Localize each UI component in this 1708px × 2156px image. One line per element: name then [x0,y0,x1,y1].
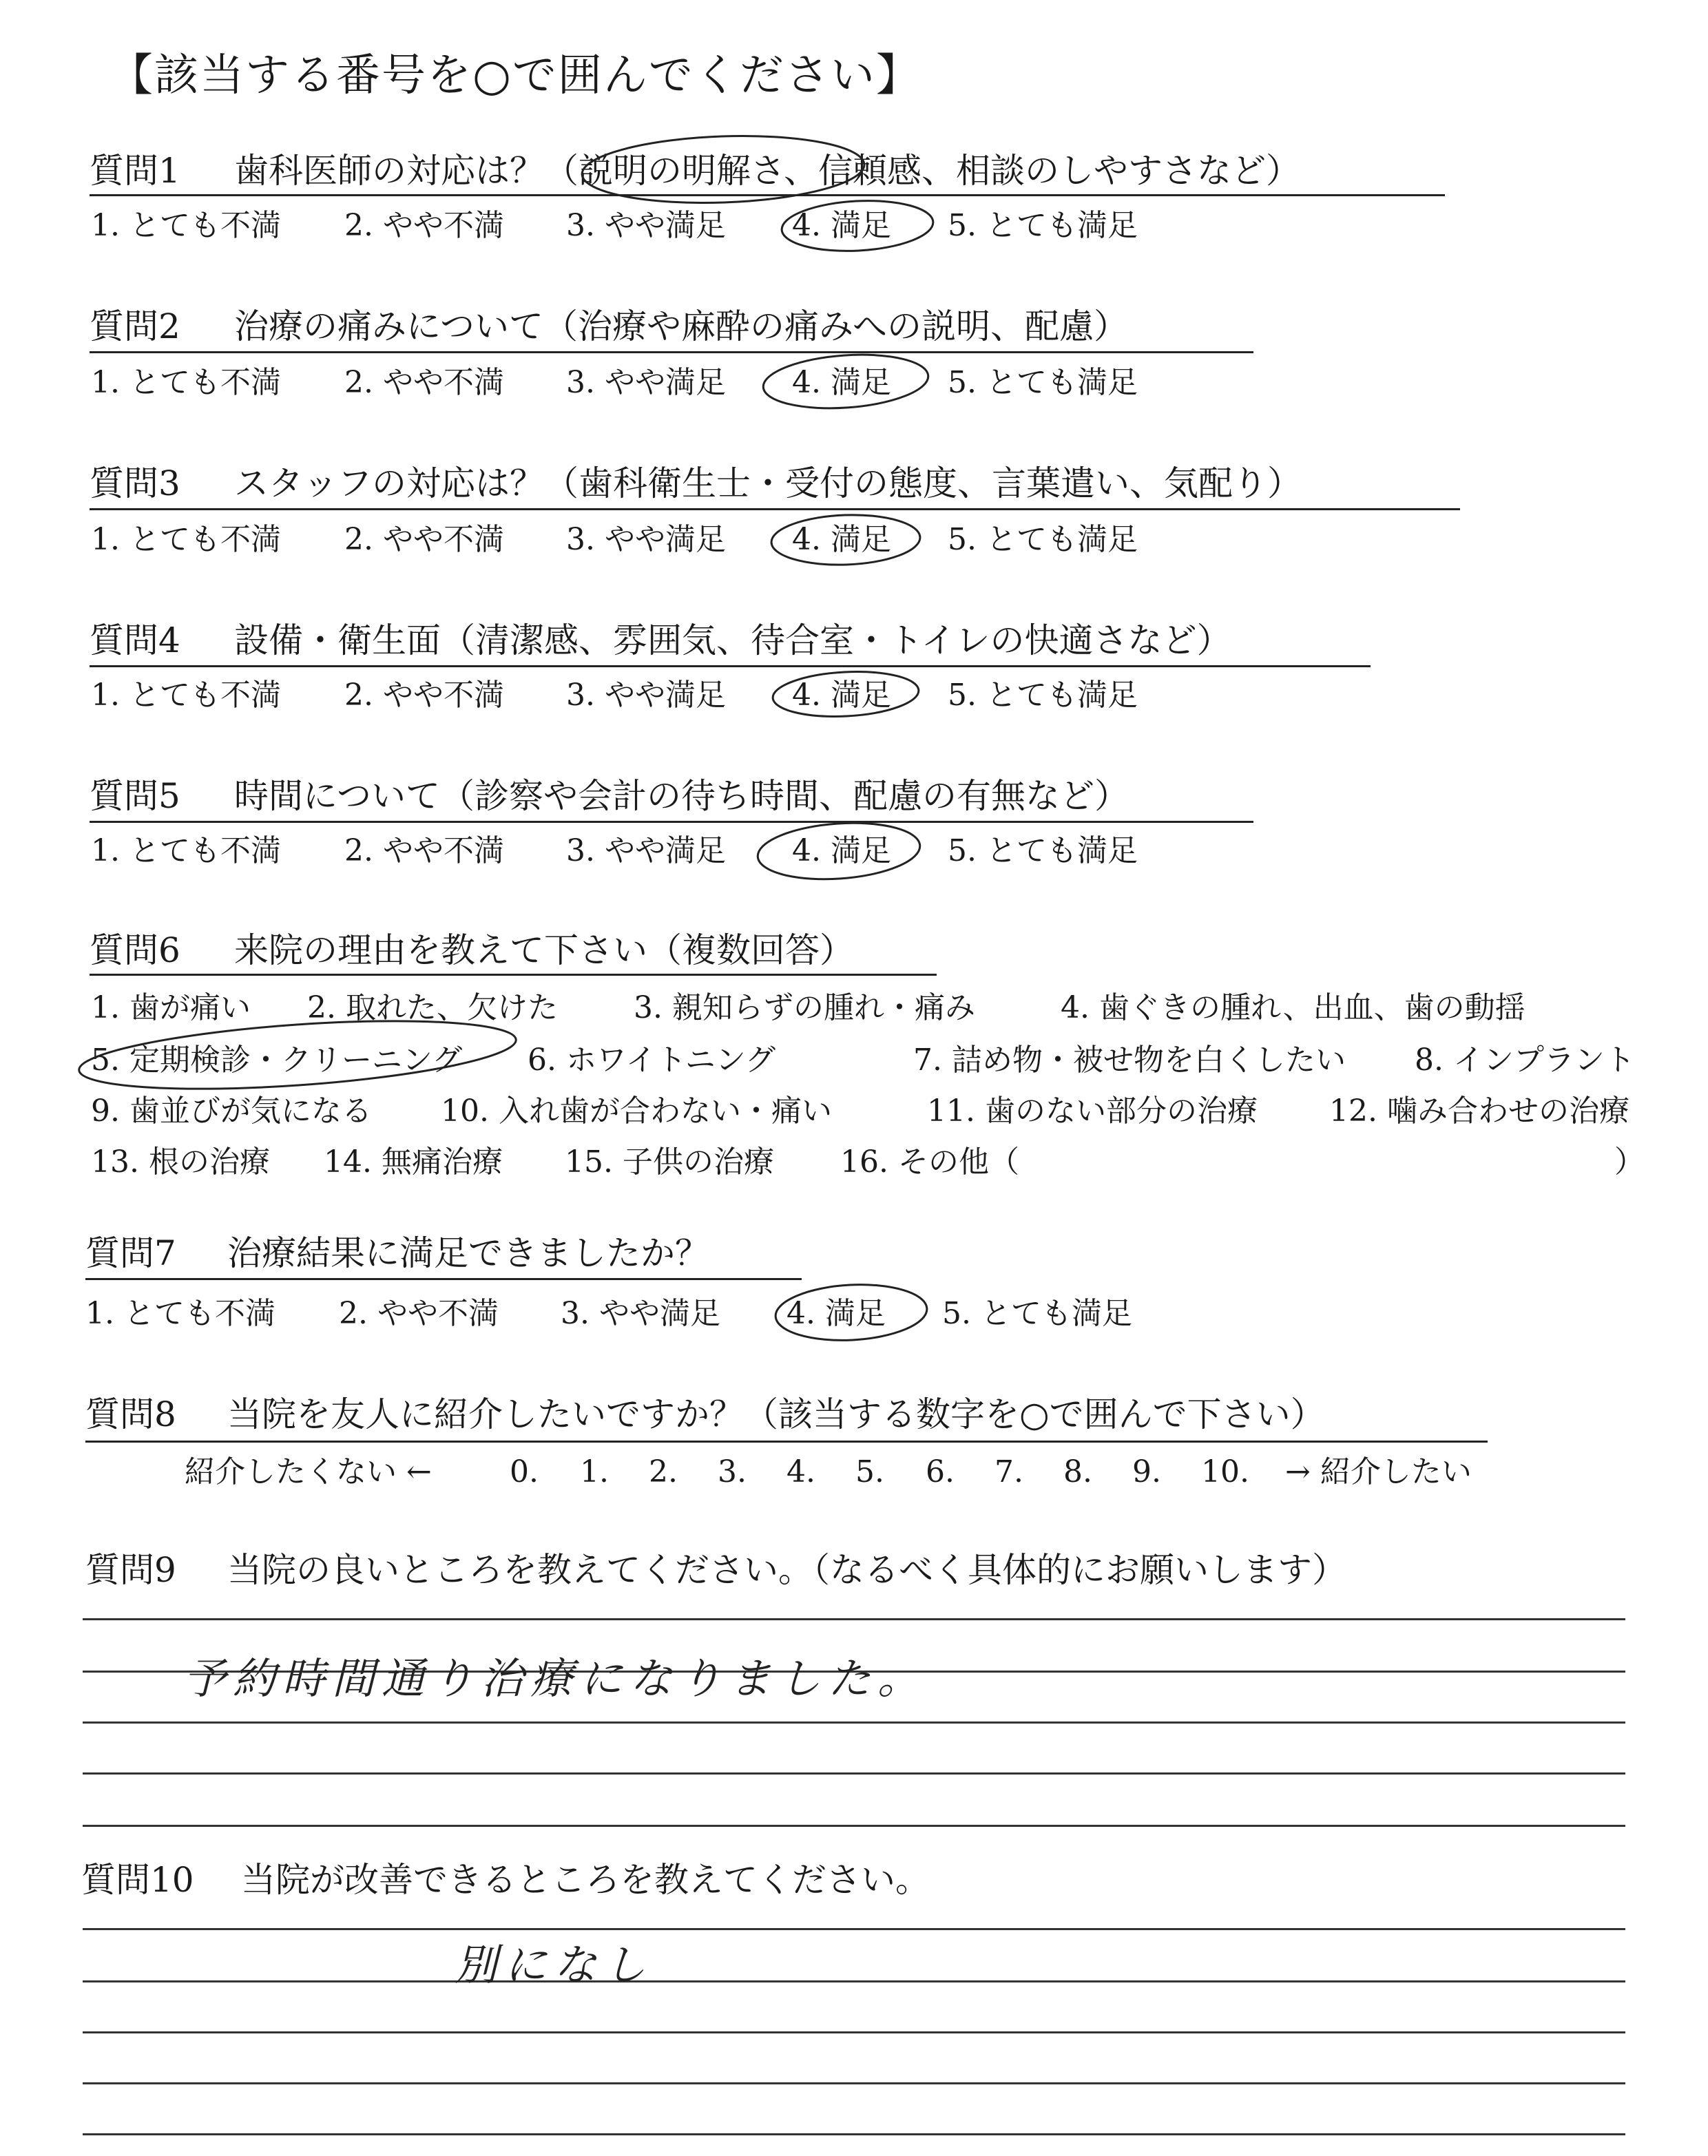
q8-score-0[interactable]: 0. [510,1454,539,1489]
question-7-label: 質問7 [85,1233,176,1273]
q9-handwritten-answer[interactable]: 予約時間通り治療になりました。 [183,1653,928,1704]
q2-answer-circle-mark [762,350,930,414]
q6-reason-2[interactable]: 2. 取れた、欠けた [307,990,558,1025]
q6-reason-15[interactable]: 15. 子供の治療 [565,1144,774,1180]
question-8-label: 質問8 [85,1394,176,1434]
q3-option-2[interactable]: 2. やや不満 [344,522,504,557]
q7-answer-circle-mark [774,1281,928,1343]
q2-option-1[interactable]: 1. とても不満 [91,365,281,400]
page-title: 【該当する番号を○で囲んでください】 [109,50,921,101]
question-6-text: 来院の理由を教えて下さい（複数回答） [234,930,854,970]
q1-option-3[interactable]: 3. やや満足 [566,208,726,243]
question-4-text: 設備・衛生面（清潔感、雰囲気、待合室・トイレの快適さなど） [234,620,1231,660]
q2-option-5[interactable]: 5. とても満足 [948,365,1138,400]
q6-reason-1[interactable]: 1. 歯が痛い [91,990,251,1025]
q7-option-1[interactable]: 1. とても不満 [85,1296,275,1331]
q6-reason-9[interactable]: 9. 歯並びが気になる [91,1093,372,1129]
question-10-label: 質問10 [81,1860,194,1900]
question-9-label: 質問9 [85,1550,176,1590]
q6-reason-16-other[interactable]: 16. その他（ [840,1144,1019,1180]
q6-reason-7[interactable]: 7. 詰め物・被せ物を白くしたい [913,1043,1346,1078]
q8-score-1[interactable]: 1. [580,1454,609,1489]
q6-reason-12[interactable]: 12. 噛み合わせの治療 [1329,1093,1629,1129]
q8-score-7[interactable]: 7. [994,1454,1023,1489]
q2-option-2[interactable]: 2. やや不満 [344,365,504,400]
q4-option-4-selected[interactable]: 4. 満足 [792,678,891,713]
q6-reason-circle-mark [77,1009,519,1100]
q3-option-4-selected[interactable]: 4. 満足 [792,522,891,557]
q5-option-4-selected[interactable]: 4. 満足 [792,833,891,868]
q8-right-label: → 紹介したい [1285,1454,1472,1489]
q8-score-3[interactable]: 3. [718,1454,747,1489]
q6-reason-13[interactable]: 13. 根の治療 [91,1144,270,1180]
q8-score-8[interactable]: 8. [1063,1454,1092,1489]
q6-reason-4[interactable]: 4. 歯ぐきの腫れ、出血、歯の動揺 [1061,990,1525,1025]
question-1-text: 歯科医師の対応は？（説明の明解さ、信頼感、相談のしやすさなど） [234,151,1300,191]
question-1-label: 質問1 [90,151,180,191]
question-5-label: 質問5 [90,776,180,816]
q2-option-3[interactable]: 3. やや満足 [566,365,726,400]
q6-reason-11[interactable]: 11. 歯のない部分の治療 [927,1093,1258,1129]
question-6-label: 質問6 [90,930,180,970]
q7-option-2[interactable]: 2. やや不満 [339,1296,499,1331]
question-5-text: 時間について（診察や会計の待ち時間、配慮の有無など） [234,776,1129,816]
q3-option-3[interactable]: 3. やや満足 [566,522,726,557]
question-2-text: 治療の痛みについて（治療や麻酔の痛みへの説明、配慮） [234,306,1128,346]
q6-reason-8[interactable]: 8. インプラント [1415,1043,1635,1078]
q1-option-5[interactable]: 5. とても満足 [948,208,1138,243]
q4-option-2[interactable]: 2. やや不満 [344,678,504,713]
q6-reason-6[interactable]: 6. ホワイトニング [528,1043,776,1078]
q8-score-2[interactable]: 2. [649,1454,678,1489]
q6-reason-14[interactable]: 14. 無痛治療 [324,1144,503,1180]
q5-answer-circle-mark [756,818,921,884]
question-10-text: 当院が改善できるところを教えてください。 [241,1860,930,1900]
question-3-label: 質問3 [90,463,180,503]
question-7-text: 治療結果に満足できましたか？ [227,1233,709,1273]
q4-option-5[interactable]: 5. とても満足 [948,678,1138,713]
q3-option-1[interactable]: 1. とても不満 [91,522,281,557]
q8-score-10[interactable]: 10. [1201,1454,1249,1489]
q5-option-2[interactable]: 2. やや不満 [344,833,504,868]
q5-option-5[interactable]: 5. とても満足 [948,833,1138,868]
q8-score-5[interactable]: 5. [855,1454,884,1489]
q8-left-label: 紹介したくない ← [185,1454,432,1489]
q6-other-close-paren: ） [1614,1144,1645,1180]
question-3-text: スタッフの対応は？（歯科衛生士・受付の態度、言葉遣い、気配り） [234,463,1302,503]
q4-option-1[interactable]: 1. とても不満 [91,678,281,713]
q1-option-1[interactable]: 1. とても不満 [91,208,281,243]
q7-option-5[interactable]: 5. とても満足 [942,1296,1132,1331]
q1-option-2[interactable]: 2. やや不満 [344,208,504,243]
q8-score-9[interactable]: 9. [1132,1454,1161,1489]
q3-option-5[interactable]: 5. とても満足 [948,522,1138,557]
q8-score-6[interactable]: 6. [926,1454,955,1489]
q4-option-3[interactable]: 3. やや満足 [566,678,726,713]
question-4-label: 質問4 [90,620,180,660]
question-9-text: 当院の良いところを教えてください。（なるべく具体的にお願いします） [227,1550,1346,1590]
q1-option-4-selected[interactable]: 4. 満足 [792,208,891,243]
q3-answer-circle-mark [771,512,921,567]
q8-score-4[interactable]: 4. [787,1454,815,1489]
q1-answer-circle-mark [780,197,934,254]
q7-option-4-selected[interactable]: 4. 満足 [787,1296,886,1331]
q5-option-1[interactable]: 1. とても不満 [91,833,281,868]
q6-reason-5-selected[interactable]: 5. 定期検診・クリーニング [91,1043,463,1078]
q6-reason-10[interactable]: 10. 入れ歯が合わない・痛い [441,1093,832,1129]
q5-option-3[interactable]: 3. やや満足 [566,833,726,868]
question-2-label: 質問2 [90,306,180,346]
q1-phrase-circle-mark [581,132,865,207]
q10-handwritten-answer[interactable]: 別になし [455,1940,654,1990]
q7-option-3[interactable]: 3. やや満足 [561,1296,720,1331]
q2-option-4-selected[interactable]: 4. 満足 [792,365,891,400]
q6-reason-3[interactable]: 3. 親知らずの腫れ・痛み [634,990,975,1025]
q4-answer-circle-mark [771,668,919,720]
question-8-text: 当院を友人に紹介したいですか？（該当する数字を○で囲んで下さい） [227,1394,1325,1434]
